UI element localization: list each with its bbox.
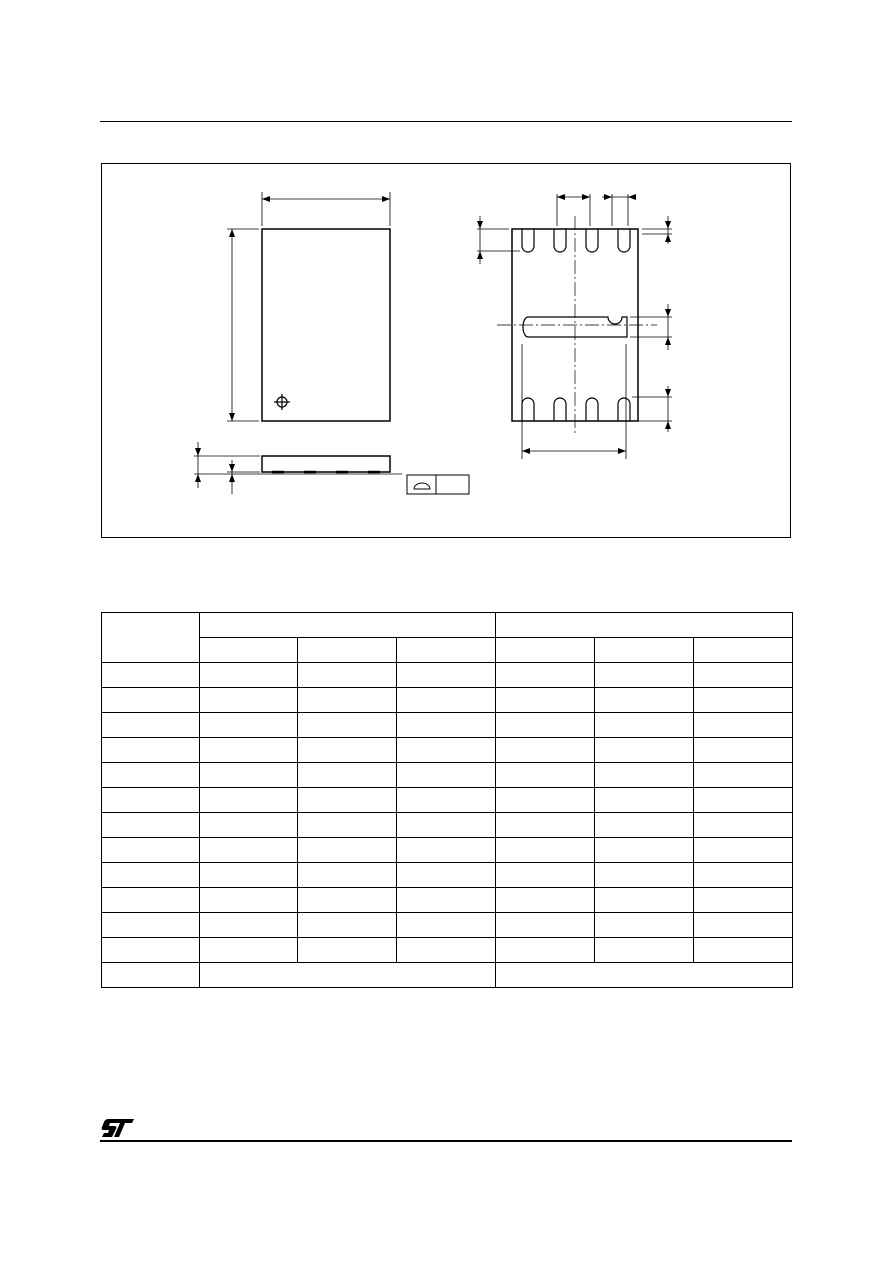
table-cell (298, 663, 397, 688)
table-cell (694, 888, 793, 913)
table-cell (496, 938, 595, 963)
table-cell (397, 938, 496, 963)
table-cell (200, 838, 298, 863)
table-cell (595, 913, 694, 938)
subheader-cell (200, 638, 298, 663)
table-cell (595, 863, 694, 888)
subheader-cell (298, 638, 397, 663)
table-cell (694, 863, 793, 888)
table-cell (200, 713, 298, 738)
table-cell (595, 788, 694, 813)
st-logo-icon (100, 1118, 136, 1138)
table-cell (298, 863, 397, 888)
table-header-row (102, 613, 793, 638)
table-cell (694, 763, 793, 788)
table-cell (102, 663, 200, 688)
table-row (102, 713, 793, 738)
table-cell (298, 888, 397, 913)
table-cell (694, 913, 793, 938)
table-cell (694, 738, 793, 763)
header-rule (100, 121, 792, 122)
table-cell (496, 788, 595, 813)
header-group-cell (496, 613, 793, 638)
table-cell (200, 863, 298, 888)
table-cell (102, 763, 200, 788)
table-cell (102, 963, 200, 988)
table-cell (102, 938, 200, 963)
table-cell (496, 863, 595, 888)
table-cell (496, 888, 595, 913)
table-cell (298, 913, 397, 938)
subheader-cell (397, 638, 496, 663)
table-cell (102, 713, 200, 738)
subheader-cell (496, 638, 595, 663)
table-cell (200, 688, 298, 713)
bottom-view (477, 194, 672, 459)
table-cell (298, 813, 397, 838)
table-cell (102, 838, 200, 863)
table-cell (298, 688, 397, 713)
table-cell (496, 963, 793, 988)
table-cell (595, 738, 694, 763)
table-cell (200, 663, 298, 688)
table-body (102, 663, 793, 963)
subheader-cell (694, 638, 793, 663)
footer-rule (100, 1140, 792, 1142)
table-cell (298, 763, 397, 788)
table-cell (397, 913, 496, 938)
table-cell (694, 688, 793, 713)
table-cell (200, 888, 298, 913)
table-cell (102, 738, 200, 763)
table-cell (496, 688, 595, 713)
table-cell (200, 813, 298, 838)
table-cell (694, 813, 793, 838)
table-cell (102, 813, 200, 838)
table-cell (102, 913, 200, 938)
table-cell (102, 863, 200, 888)
table-row (102, 863, 793, 888)
table-cell (595, 713, 694, 738)
table-row (102, 763, 793, 788)
table-cell (694, 938, 793, 963)
table-cell (102, 688, 200, 713)
package-drawing (101, 163, 791, 538)
table-cell (397, 738, 496, 763)
table-cell (595, 888, 694, 913)
table-cell (595, 838, 694, 863)
table-cell (397, 763, 496, 788)
table-cell (200, 788, 298, 813)
table-row (102, 813, 793, 838)
table-cell (397, 688, 496, 713)
table-cell (397, 863, 496, 888)
table-cell (595, 813, 694, 838)
table-cell (397, 838, 496, 863)
table-row (102, 663, 793, 688)
table-cell (496, 713, 595, 738)
table-cell (298, 738, 397, 763)
table-cell (102, 788, 200, 813)
table-cell (200, 938, 298, 963)
top-view (227, 192, 390, 421)
table-row (102, 888, 793, 913)
table-cell (694, 713, 793, 738)
table-cell (200, 738, 298, 763)
table-cell (694, 663, 793, 688)
table-row (102, 738, 793, 763)
table-subheader-row (102, 638, 793, 663)
dimensions-table (101, 612, 793, 988)
header-cell (102, 613, 200, 663)
table-cell (298, 838, 397, 863)
table-row (102, 938, 793, 963)
table-cell (595, 938, 694, 963)
table-cell (496, 913, 595, 938)
side-view (194, 442, 469, 494)
table-cell (397, 813, 496, 838)
table-cell (595, 663, 694, 688)
subheader-cell (595, 638, 694, 663)
table-row-last (102, 963, 793, 988)
table-cell (298, 788, 397, 813)
table-cell (496, 738, 595, 763)
table-cell (397, 788, 496, 813)
table-row (102, 838, 793, 863)
table-row (102, 688, 793, 713)
table-cell (102, 888, 200, 913)
package-drawing-svg (102, 164, 792, 539)
table-cell (496, 838, 595, 863)
table-cell (496, 763, 595, 788)
table-cell (200, 913, 298, 938)
table-cell (200, 963, 496, 988)
table-cell (298, 938, 397, 963)
table-cell (694, 788, 793, 813)
table-row (102, 913, 793, 938)
table-cell (397, 713, 496, 738)
table-cell (595, 763, 694, 788)
table-cell (496, 813, 595, 838)
header-group-cell (200, 613, 496, 638)
table-cell (496, 663, 595, 688)
table-cell (595, 688, 694, 713)
table-cell (694, 838, 793, 863)
table-row (102, 788, 793, 813)
table-cell (397, 888, 496, 913)
table-cell (200, 763, 298, 788)
table-cell (298, 713, 397, 738)
table-cell (397, 663, 496, 688)
